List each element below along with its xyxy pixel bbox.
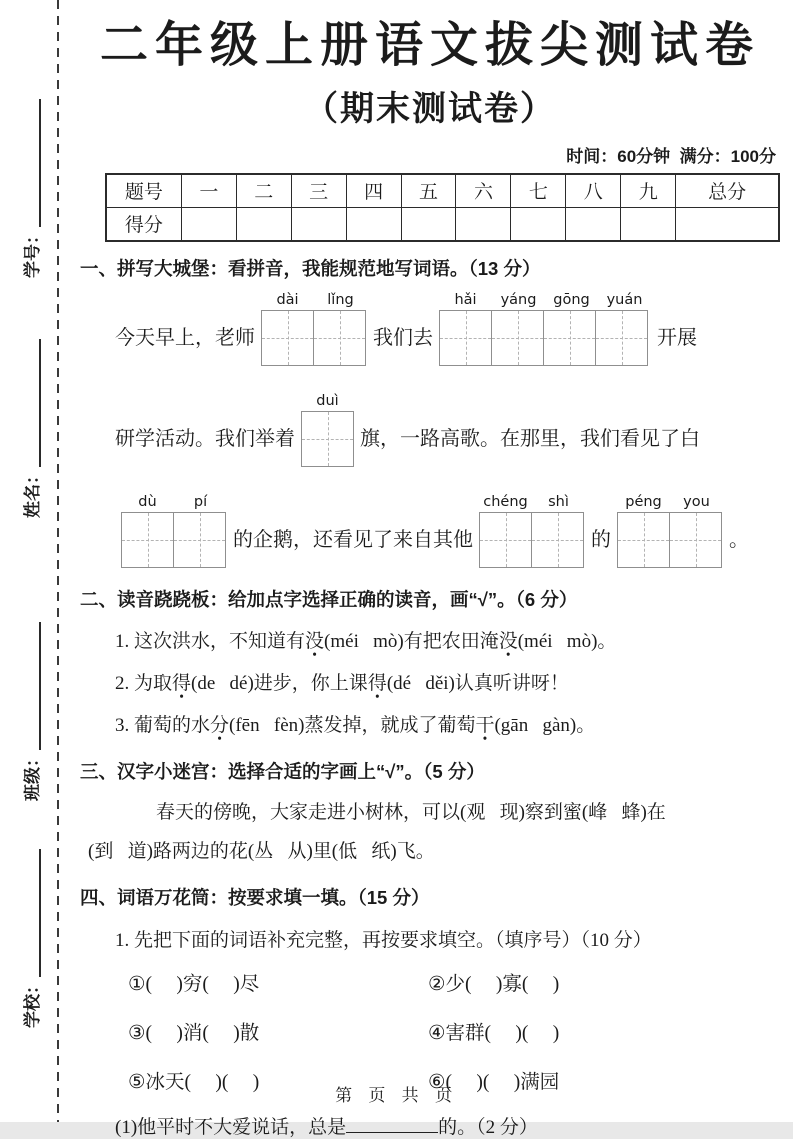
dotted-character: 得 (367, 672, 387, 694)
pinyin-box-group (617, 493, 723, 568)
question-number-cell: 五 (401, 174, 456, 208)
section-four-subtask: 1. 先把下面的词语补充完整，再按要求填空。（填序号）（10 分） (115, 929, 652, 951)
writing-cell[interactable] (531, 512, 584, 568)
student-name-text: 姓名： (22, 467, 42, 518)
pinyin-syllable: yáng (500, 291, 537, 308)
question-number-cell: 一 (181, 174, 236, 208)
score-label: 得分 (106, 207, 181, 241)
score-entry-cell[interactable] (676, 207, 779, 241)
writing-cell[interactable] (439, 310, 492, 366)
section-three-body (80, 800, 780, 864)
character-choice-line: (到 道)路两边的花(丛 从)里(低 纸)飞。 (88, 840, 435, 862)
fill-in-sentence (80, 1112, 780, 1139)
word-completion-item[interactable]: ②少( )寡( ) (428, 973, 560, 995)
question-text: 2. 为取 (115, 672, 173, 694)
pinyin-row (301, 392, 354, 411)
pinyin-box-group (121, 493, 227, 568)
word-completion-item[interactable]: ⑤冰天( )( ) (128, 1071, 260, 1093)
pinyin-box-group (301, 392, 354, 467)
pinyin-syllable: dài (276, 291, 299, 308)
pinyin-syllable: lǐng (327, 291, 354, 308)
section-one-title: 一、拼写大城堡：看拼音，我能规范地写词语。（13 分） (80, 257, 541, 279)
question-text: (méi mò)。 (517, 630, 617, 652)
writing-cell[interactable] (491, 310, 544, 366)
student-name-label (15, 306, 45, 518)
score-entry-cell[interactable] (346, 207, 401, 241)
question-text: 3. 葡萄的水 (115, 714, 211, 736)
character-choice-line: 春天的傍晚，大家走进小树林，可以(观 现)察到蜜(峰 蜂)在 (156, 801, 666, 823)
question-number-cell: 六 (456, 174, 511, 208)
pinyin-writing-line (80, 493, 780, 568)
student-id-text: 学号： (22, 227, 42, 278)
writing-cell-row (301, 411, 354, 467)
question-text: (gān gàn)。 (494, 714, 596, 736)
question-number-cell: 九 (621, 174, 676, 208)
fill-in-sentence-post: 的。（2 分） (438, 1116, 538, 1138)
student-class-label (15, 589, 45, 801)
dotted-character: 没 (498, 630, 518, 652)
score-entry-cell[interactable] (566, 207, 621, 241)
student-class-blank-line[interactable] (38, 622, 41, 750)
question-number-label: 题号 (106, 174, 181, 208)
question-text: (de dé)进步，你上课 (191, 672, 368, 694)
page-subtitle: （期末测试卷） (304, 89, 556, 128)
score-table-header-row (106, 174, 779, 208)
writing-cell-row (439, 310, 651, 366)
writing-cell[interactable] (301, 411, 354, 467)
pinyin-syllable: duì (316, 392, 339, 409)
score-table (105, 173, 780, 242)
score-entry-cell[interactable] (236, 207, 291, 241)
pinyin-writing-line (80, 291, 780, 366)
pinyin-row (439, 291, 651, 310)
sentence-text: 。 (729, 528, 749, 551)
exam-time-score-info: 时间：60分钟 满分：100分 (566, 146, 776, 166)
fill-in-sentence-pre: (1)他平时不大爱说话，总是 (115, 1116, 347, 1138)
pinyin-syllable: hǎi (454, 291, 477, 308)
question-text: (dé děi)认真听讲呀！ (386, 672, 569, 694)
sentence-text: 研学活动。我们举着 (115, 427, 295, 450)
question-text: (méi mò)有把农田淹 (324, 630, 499, 652)
pinyin-box-group (479, 493, 585, 568)
writing-cell-row (479, 512, 585, 568)
question-number-cell: 二 (236, 174, 291, 208)
pinyin-row (617, 493, 723, 512)
writing-cell[interactable] (479, 512, 532, 568)
word-completion-grid (80, 968, 780, 1094)
word-completion-item[interactable]: ①( )穷( )尽 (128, 973, 260, 995)
pinyin-syllable: yuán (606, 291, 643, 308)
pinyin-syllable: dù (138, 493, 157, 510)
question-number-cell: 七 (511, 174, 566, 208)
sentence-text: 开展 (657, 326, 697, 349)
score-entry-cell[interactable] (291, 207, 346, 241)
sentence-text: 的 (591, 528, 611, 551)
dotted-character: 干 (475, 714, 495, 736)
writing-cell[interactable] (617, 512, 670, 568)
writing-cell-row (617, 512, 723, 568)
writing-cell[interactable] (543, 310, 596, 366)
student-class-text: 班级： (22, 750, 42, 801)
pronunciation-question-item (80, 629, 780, 654)
dotted-character: 分 (210, 714, 230, 736)
score-entry-cell[interactable] (401, 207, 456, 241)
score-table-body (106, 174, 779, 241)
pinyin-box-group (439, 291, 651, 366)
student-school-blank-line[interactable] (38, 849, 41, 977)
pinyin-box-group (261, 291, 367, 366)
word-completion-item[interactable]: ③( )消( )散 (128, 1022, 260, 1044)
score-entry-cell[interactable] (456, 207, 511, 241)
student-id-blank-line[interactable] (38, 99, 41, 227)
fill-in-blank[interactable] (346, 1112, 438, 1133)
sentence-text: 的企鹅，还看见了来自其他 (233, 528, 473, 551)
section-four-title: 四、词语万花筒：按要求填一填。（15 分） (80, 886, 430, 908)
question-number-cell: 四 (346, 174, 401, 208)
pinyin-syllable: pí (193, 493, 208, 510)
writing-cell[interactable] (121, 512, 174, 568)
writing-cell[interactable] (313, 310, 366, 366)
student-school-text: 学校： (22, 977, 42, 1028)
pinyin-row (479, 493, 585, 512)
sentence-text: 旗，一路高歌。在那里，我们看见了白 (360, 427, 700, 450)
paper-content (80, 0, 780, 1139)
writing-cell[interactable] (595, 310, 648, 366)
score-table-score-row (106, 207, 779, 241)
pinyin-row (121, 493, 227, 512)
score-entry-cell[interactable] (181, 207, 236, 241)
word-completion-item[interactable]: ④害群( )( ) (428, 1022, 560, 1044)
question-number-cell: 三 (291, 174, 346, 208)
sentence-text: 今天早上，老师 (115, 326, 255, 349)
dotted-character: 得 (172, 672, 192, 694)
student-school-label (15, 816, 45, 1028)
margin-divider-dashed-line (57, 0, 59, 1122)
question-number-cell: 总分 (676, 174, 779, 208)
question-text: (fēn fèn)蒸发掉，就成了葡萄 (229, 714, 476, 736)
pinyin-syllable: shì (548, 493, 569, 510)
section-two-body (80, 629, 780, 738)
question-text: 1. 这次洪水，不知道有 (115, 630, 306, 652)
writing-cell[interactable] (173, 512, 226, 568)
pinyin-writing-line (80, 392, 780, 467)
pinyin-syllable: chéng (483, 493, 528, 510)
section-two-title: 二、读音跷跷板：给加点字选择正确的读音，画“√”。（6 分） (80, 588, 578, 610)
section-one-body (80, 291, 780, 568)
page-footer: 第 页 共 页 (335, 1086, 458, 1105)
question-number-cell: 八 (566, 174, 621, 208)
writing-cell-row (121, 512, 227, 568)
sentence-text: 我们去 (373, 326, 433, 349)
score-entry-cell[interactable] (621, 207, 676, 241)
score-entry-cell[interactable] (511, 207, 566, 241)
writing-cell-row (261, 310, 367, 366)
pronunciation-question-item (80, 713, 780, 738)
student-name-blank-line[interactable] (38, 339, 41, 467)
dotted-character: 没 (305, 630, 325, 652)
section-three-title: 三、汉字小迷宫：选择合适的字画上“√”。（5 分） (80, 760, 485, 782)
pinyin-syllable: péng (625, 493, 662, 510)
word-completion-item[interactable]: ⑥( )( )满园 (428, 1071, 560, 1093)
pronunciation-question-item (80, 671, 780, 696)
pinyin-syllable: you (683, 493, 710, 510)
writing-cell[interactable] (261, 310, 314, 366)
page-title: 二年级上册语文拔尖测试卷 (99, 19, 760, 72)
pinyin-syllable: gōng (553, 291, 590, 308)
student-id-label (15, 66, 45, 278)
pinyin-row (261, 291, 367, 310)
writing-cell[interactable] (669, 512, 722, 568)
